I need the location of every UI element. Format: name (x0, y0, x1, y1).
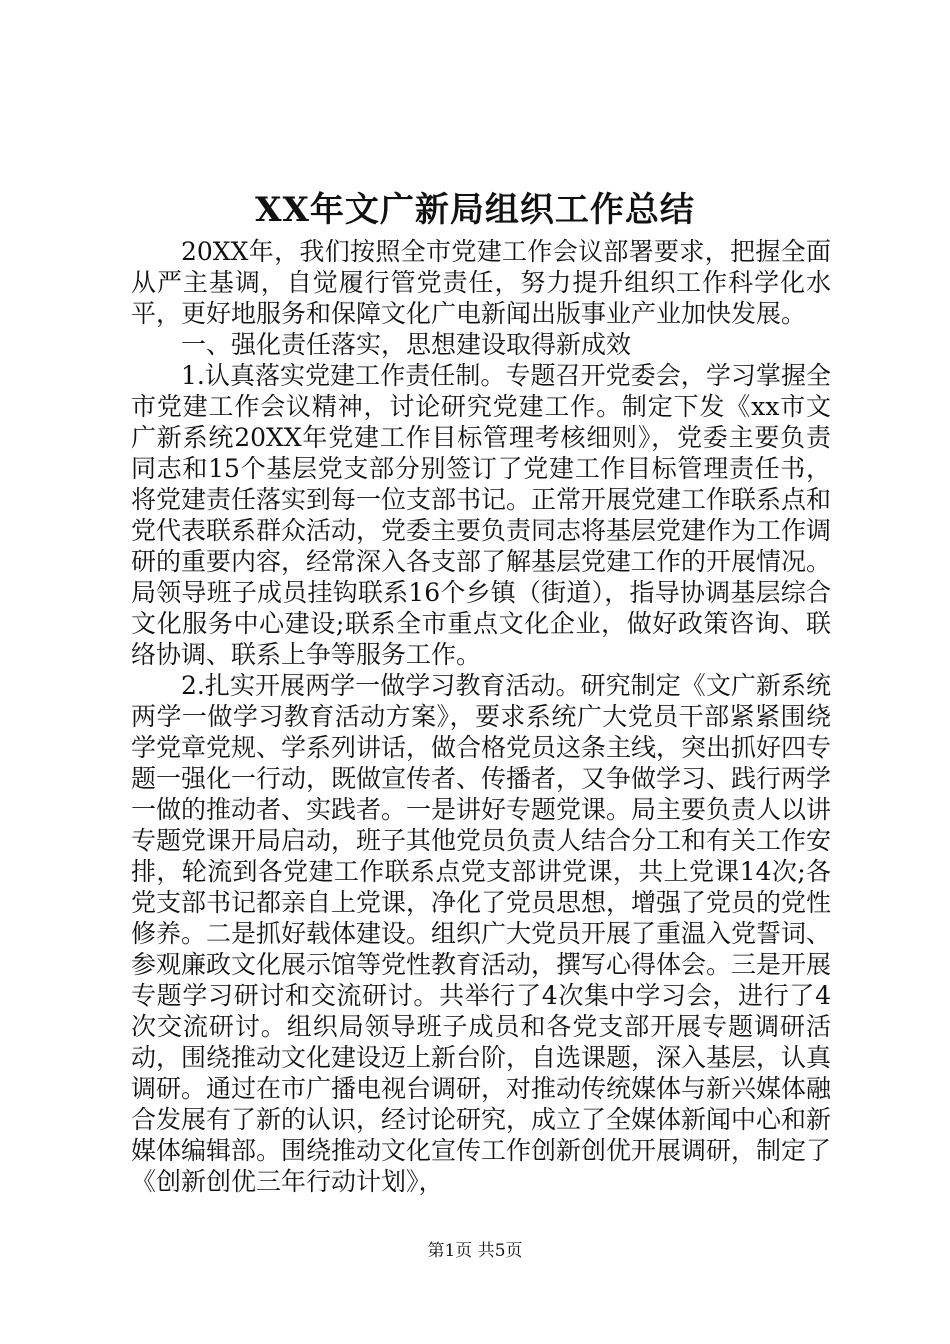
paragraph-intro: 20XX年，我们按照全市党建工作会议部署要求，把握全面从严主基调，自觉履行管党责任，努力提升组织工作科学化水平，更好地服务和保障文化广电新闻出版事业产业加快发展。 (131, 237, 831, 328)
section-heading-1: 一、强化责任落实，思想建设取得新成效 (181, 330, 632, 359)
page-number-footer: 第1页 共5页 (427, 1241, 523, 1261)
document-body (131, 236, 831, 1197)
paragraph-item-1: 1.认真落实党建工作责任制。专题召开党委会，学习掌握全市党建工作会议精神，讨论研究党建工作。制定下发《xx市文广新系统20XX年党建工作目标管理考核细则》，党委主要负责同志和15个基层党支部分别签订了党建工作目标管理责任书，将党建责任落实到每一位支部书记。正常开展党建工作联系点和党代表联系群众活动，党委主要负责同志将基层党建作为工作调研的重要内容，经常深入各支部了解基层党建工作的开展情况。局领导班子成员挂钩联系16个乡镇（街道），指导协调基层综合文化服务中心建设;联系全市重点文化企业，做好政策咨询、联络协调、联系上争等服务工作。 (131, 361, 832, 669)
document-title: XX年文广新局组织工作总结 (255, 190, 695, 230)
paragraph-item-2: 2.扎实开展两学一做学习教育活动。研究制定《文广新系统两学一做学习教育活动方案》，要求系统广大党员干部紧紧围绕学党章党规、学系列讲话，做合格党员这条主线，突出抓好四专题一强化一行动，既做宣传者、传播者，又争做学习、践行两学一做的推动者、实践者。一是讲好专题党课。局主要负责人以讲专题党课开局启动，班子其他党员负责人结合分工和有关工作安排，轮流到各党建工作联系点党支部讲党课，共上党课14次;各党支部书记都亲自上党课，净化了党员思想，增强了党员的党性修养。二是抓好载体建设。组织广大党员开展了重温入党誓词、参观廉政文化展示馆等党性教育活动，撰写心得体会。三是开展专题学习研讨和交流研讨。共举行了4次集中学习会，进行了4次交流研讨。组织局领导班子成员和各党支部开展专题调研活动，围绕推动文化建设迈上新台阶，自选课题，深入基层，认真调研。通过在市广播电视台调研，对推动传统媒体与新兴媒体融合发展有了新的认识，经讨论研究，成立了全媒体新闻中心和新媒体编辑部。围绕推动文化宣传工作创新创优开展调研，制定了《创新创优三年行动计划》， (131, 671, 832, 1196)
